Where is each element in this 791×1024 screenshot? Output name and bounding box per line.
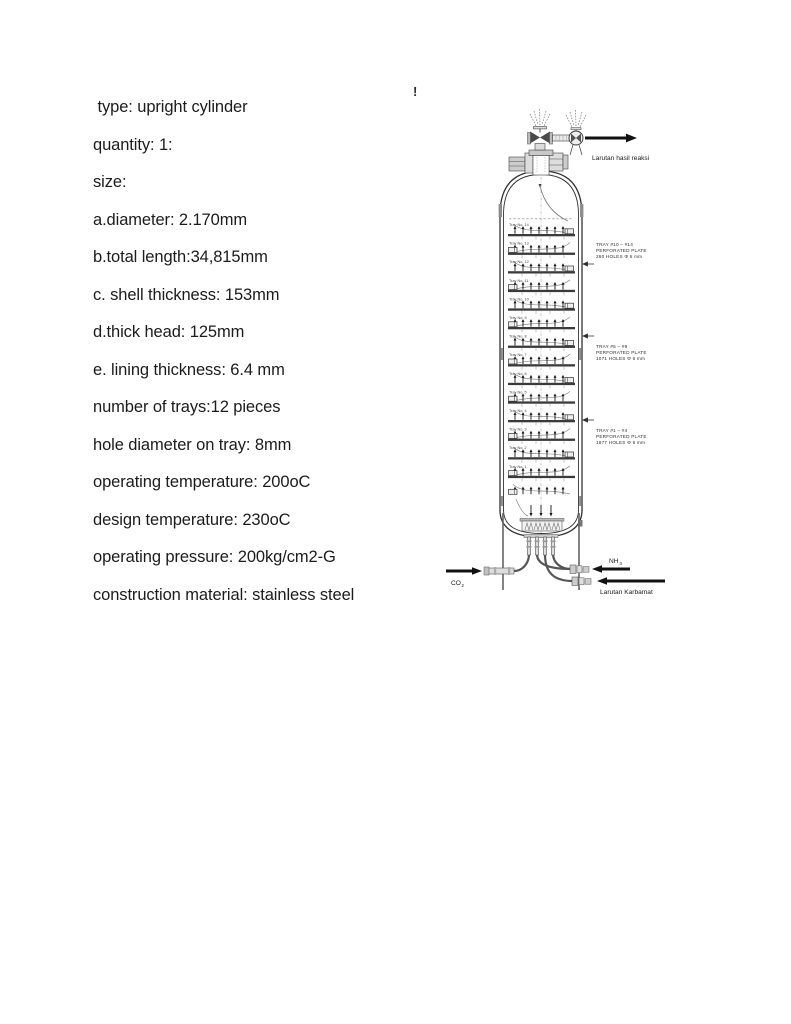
tray-cell	[508, 409, 575, 425]
bottom-inlet-arrows	[516, 499, 553, 517]
annotation-line: PERFORATED PLATE	[596, 350, 647, 355]
tray-label: Tray No. 5	[509, 390, 527, 395]
tray-cell	[508, 446, 575, 462]
spec-line-design-temperature: design temperature: 230oC	[93, 510, 291, 529]
nh3-label	[609, 558, 623, 566]
annotation-tray-10-14	[582, 242, 647, 267]
annotation-tray-5-9	[582, 333, 647, 361]
tray-cell	[508, 316, 575, 332]
annotation-line: 260 HOLES Φ 6 mm	[596, 254, 643, 259]
nh3-label-sub: 3	[619, 560, 622, 566]
top-outlet-arrow	[585, 134, 637, 143]
stray-punctuation-mark: !	[413, 84, 418, 99]
top-globe-valve	[528, 127, 553, 145]
annotation-line: PERFORATED PLATE	[596, 434, 647, 439]
tray-label: Tray No. 8	[509, 334, 527, 339]
annotation-line: 1877 HOLES Φ 6 mm	[596, 440, 646, 445]
co2-inlet-line	[446, 567, 514, 575]
tray-label: Tray No. 2	[509, 446, 527, 451]
spec-line-lining-thickness: e. lining thickness: 6.4 mm	[93, 360, 285, 379]
annotation-line: 1071 HOLES Φ 6 mm	[596, 356, 646, 361]
spec-line-type: type: upright cylinder	[93, 98, 248, 116]
tray-cell	[508, 428, 575, 444]
annotation-line: TRAY #10 – #14	[596, 242, 634, 247]
spec-line-thick-head: d.thick head: 125mm	[93, 323, 245, 341]
tray-cell	[508, 242, 575, 258]
tray-cell	[508, 223, 575, 239]
tray-cell	[508, 260, 575, 276]
tray-label: Tray No. 11	[509, 278, 529, 283]
spec-line-operating-temperature: operating temperature: 200oC	[93, 473, 311, 491]
tray-label: Tray No. 4	[509, 409, 527, 413]
bottom-sparger	[520, 519, 564, 532]
reactor-diagram-svg	[430, 85, 700, 620]
co2-label-sub: 2	[461, 582, 464, 588]
tray-cell	[508, 335, 575, 351]
spec-line-construction-material: construction material: stainless steel	[93, 585, 355, 604]
tray-cell	[508, 390, 575, 406]
reactor-column-diagram	[430, 85, 700, 620]
tray-cell	[508, 372, 575, 388]
co2-label	[451, 580, 465, 588]
tray-label: Tray No. 3	[509, 427, 527, 432]
nh3-label-base: NH	[609, 558, 619, 565]
nh3-inlet-line	[570, 565, 630, 573]
tray-cell	[508, 465, 575, 481]
tray-cell	[508, 279, 575, 295]
tray-cell	[508, 297, 575, 313]
tray-label: Tray No. 10	[509, 297, 529, 302]
tray-label: Tray No. 9	[509, 316, 527, 320]
karbamat-label: Larutan Karbamat	[600, 589, 653, 596]
spec-list	[93, 89, 433, 614]
spec-line-operating-pressure: operating pressure: 200kg/cm2-G	[93, 548, 336, 566]
bottom-nozzle-pipes	[514, 535, 573, 582]
spec-line-hole-diameter: hole diameter on tray: 8mm	[93, 435, 292, 454]
tray-label: Tray No. 12	[509, 260, 529, 265]
tray-stack	[508, 223, 575, 494]
spec-line-quantity: quantity: 1:	[93, 135, 173, 154]
annotation-line: TRAY #1 – #4	[596, 428, 628, 433]
bottom-gas-row	[509, 485, 571, 495]
tray-label: Tray No. 14	[509, 223, 529, 227]
spec-line-diameter: a.diameter: 2.170mm	[93, 210, 248, 229]
karbamat-inlet-line	[572, 577, 665, 585]
tray-label: Tray No. 7	[509, 353, 527, 358]
tray-label: Tray No. 6	[509, 371, 527, 376]
tray-label: Tray No. 13	[509, 241, 529, 246]
spec-line-number-of-trays: number of trays:12 pieces	[93, 398, 281, 416]
co2-label-base: CO	[451, 580, 461, 587]
valve-spray-dashes	[530, 109, 586, 127]
top-rotary-valve	[569, 128, 583, 156]
annotation-line: TRAY #5 – #9	[596, 344, 628, 349]
top-nozzle-flange-cluster	[509, 144, 568, 176]
top-outlet-pipe	[553, 135, 570, 141]
spec-line-size: size:	[93, 173, 127, 191]
annotation-line: PERFORATED PLATE	[596, 248, 647, 253]
tray-label: Tray No. 1	[509, 464, 527, 469]
dome-flow-arrow	[539, 184, 569, 221]
top-outlet-label: Larutan hasil reaksi	[592, 155, 650, 162]
spec-line-total-length: b.total length:34,815mm	[93, 248, 268, 266]
spec-line-shell-thickness: c. shell thickness: 153mm	[93, 285, 280, 304]
annotation-tray-1-4	[582, 417, 647, 445]
tray-cell	[508, 353, 575, 369]
